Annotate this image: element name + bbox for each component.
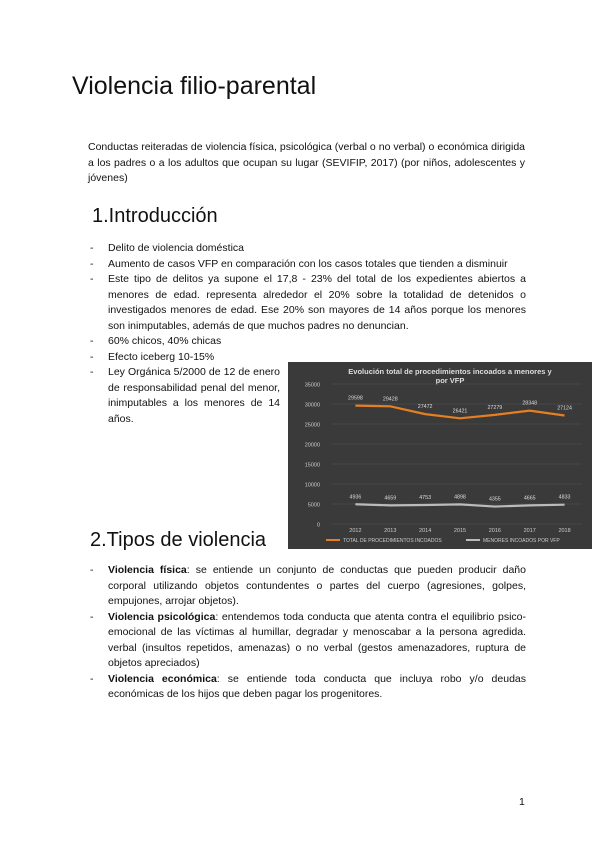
x-tick-label: 2017 — [523, 528, 536, 534]
term-definition: : se entiende toda conducta que incluya robo y/o deudas económicas de los hijos que deben pagar los progenitores. — [108, 672, 526, 700]
data-label: 26421 — [452, 408, 468, 415]
x-tick-label: 2014 — [419, 528, 432, 534]
chart-title-line: Evolución total de procedimientos incoados a menores y — [348, 367, 552, 376]
data-label: 29428 — [382, 396, 398, 403]
data-label: 27472 — [417, 404, 433, 411]
y-tick-label: 25000 — [304, 422, 320, 429]
page-title: Violencia filio-parental — [72, 72, 317, 100]
chart-background — [288, 362, 592, 549]
list-item — [90, 672, 526, 703]
intro-paragraph: Conductas reiteradas de violencia física, psicológica (verbal o no verbal) o económica dirigida a los padres o a los adultos que ocupan su lugar (SEVIFIP, 2017) (por niños, adolescentes y jóvenes) — [88, 141, 525, 184]
x-tick-label: 2016 — [488, 528, 501, 534]
data-label: 4936 — [349, 494, 362, 501]
x-tick-label: 2013 — [384, 528, 397, 534]
list-item — [90, 563, 526, 610]
data-label: 4898 — [454, 494, 466, 501]
x-tick-label: 2018 — [558, 528, 571, 534]
data-label: 29598 — [348, 395, 363, 402]
page-number: 1 — [519, 796, 525, 808]
section-heading-tipos: 2.Tipos de violencia — [90, 529, 267, 551]
y-tick-label: 10000 — [304, 482, 320, 489]
term-definition: : entendemos toda conducta que atenta contra el equilibrio psico-emocional de las víctimas al humillar, degradar y menoscabar a la persona agredida. verbal (insultos repetidos, amenazas) o no verbal (gestos amenazadores, ruptura de objetos apreciados) — [108, 610, 526, 669]
data-label: 27279 — [487, 404, 503, 411]
list-item: - Ley Orgánica 5/2000 de 12 de enero de responsabilidad penal del menor, inimputables a los menores de 14 años. — [90, 365, 280, 427]
legend-label: MENORES INCOADOS POR VFP — [483, 538, 560, 544]
y-tick-label: 20000 — [304, 442, 320, 449]
term-label: Violencia física — [108, 564, 187, 576]
legend-label: TOTAL DE PROCEDIMIENTOS INCOADOS — [343, 538, 442, 544]
list-item: - Delito de violencia doméstica — [90, 241, 526, 257]
tipos-list — [90, 563, 526, 703]
section-heading-introduccion: 1.Introducción — [92, 205, 218, 227]
list-item — [90, 610, 526, 672]
chart-title-line: por VFP — [435, 376, 465, 385]
data-label: 27124 — [557, 405, 572, 412]
data-label: 4833 — [558, 494, 571, 501]
list-item: - Efecto iceberg 10-15% — [90, 350, 526, 366]
y-tick-label: 35000 — [304, 382, 320, 389]
data-label: 4659 — [384, 495, 397, 502]
x-tick-label: 2015 — [453, 528, 467, 534]
y-tick-label: 5000 — [307, 502, 320, 509]
chart — [288, 362, 592, 549]
y-tick-label: 0 — [316, 522, 320, 529]
x-tick-label: 2012 — [349, 528, 362, 534]
y-tick-label: 30000 — [304, 402, 320, 409]
y-tick-label: 15000 — [304, 462, 320, 469]
term-label: Violencia económica — [108, 672, 217, 685]
term-label: Violencia psicológica — [108, 610, 216, 623]
data-label: 4355 — [488, 496, 501, 503]
list-item: - Aumento de casos VFP en comparación con los casos totales que tienden a disminuir — [90, 257, 526, 273]
data-label: 4753 — [419, 494, 432, 501]
term-definition: : se entiende un conjunto de conductas que pueden producir daño corporal utilizando objetos contundentes o partes del cuerpo (agresiones, golpes, empujones, arrojar objetos). — [108, 564, 526, 607]
data-label: 28348 — [522, 400, 538, 407]
data-label: 4665 — [523, 495, 536, 502]
list-item: - 60% chicos, 40% chicas — [90, 334, 526, 350]
list-item: - Este tipo de delitos ya supone el 17,8 - 23% del total de los expedientes abiertos a menores de edad. representa alrededor el 20% sobre la totalidad de detenidos o investigados menores de edad. Ese 20% son mayores de 14 años porque los menores son inimputables, además de que muchos padres no denuncian. — [90, 272, 526, 334]
